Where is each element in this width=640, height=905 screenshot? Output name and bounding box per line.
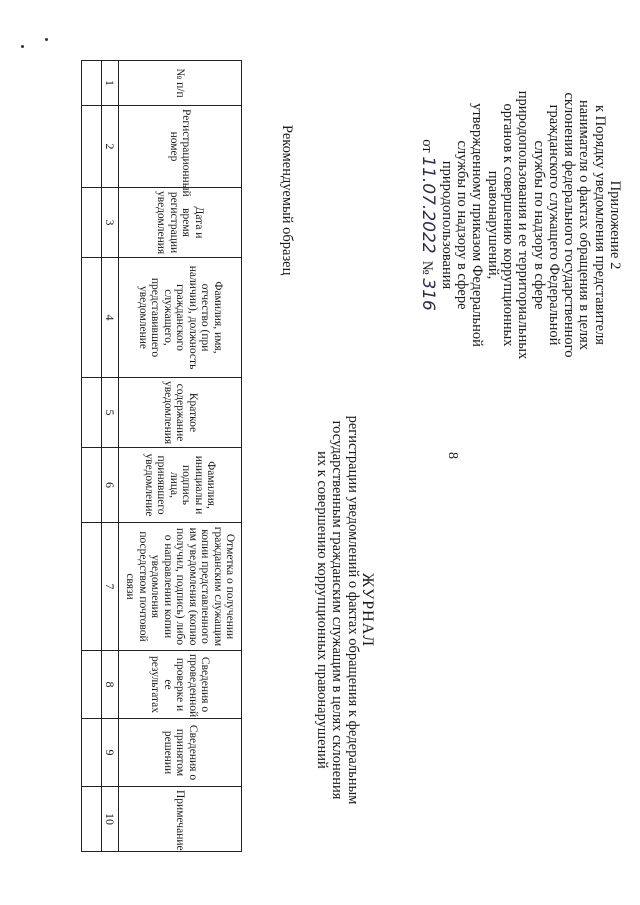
appendix-line: природопользования и ее территориальных bbox=[515, 90, 532, 360]
column-header: Дата и время регистрации уведомления bbox=[119, 188, 242, 258]
column-header: Примечание bbox=[119, 787, 242, 852]
column-header: Фамилия, имя, отчество (при наличии), должность гражданского служащего, представившего уведомление bbox=[119, 258, 242, 378]
recommended-sample-label: Рекомендуемый образец bbox=[279, 125, 295, 276]
number-prefix: № bbox=[419, 260, 436, 275]
table-cell bbox=[82, 448, 102, 523]
order-number: 316 bbox=[418, 278, 439, 311]
column-header: Краткое содержание уведомления bbox=[119, 378, 242, 448]
appendix-line: службы по надзору в сфере bbox=[530, 140, 547, 310]
column-number: 6 bbox=[102, 448, 119, 523]
journal-subtitle-line: регистрации уведомлений о фактах обращения к федеральным bbox=[344, 415, 361, 805]
appendix-line: гражданского служащего Федеральной bbox=[545, 104, 562, 346]
column-header: Отметка о получении гражданским служащим копии представленного им уведомления (копию получил, подпись) либо о направлении копии уведомления посредством почтовой связи bbox=[119, 523, 242, 651]
table-header-row bbox=[119, 61, 242, 852]
column-header: Фамилия, инициалы и подпись лица, принявшего уведомление bbox=[119, 448, 242, 523]
order-date: 11.07.2022 bbox=[418, 156, 439, 254]
journal-subtitle-line: государственным гражданским служащим в целях склонения bbox=[329, 420, 346, 800]
appendix-line: природопользования bbox=[438, 160, 455, 290]
table-cell bbox=[82, 61, 102, 106]
column-number: 2 bbox=[102, 106, 119, 188]
table-cell bbox=[82, 523, 102, 651]
column-number: 5 bbox=[102, 378, 119, 448]
table-cell bbox=[82, 188, 102, 258]
appendix-line: органов к совершению коррупционных bbox=[499, 103, 516, 347]
journal-title: ЖУРНАЛ bbox=[359, 572, 376, 648]
table-cell bbox=[82, 787, 102, 852]
column-number: 7 bbox=[102, 523, 119, 651]
table-cell bbox=[82, 719, 102, 787]
appendix-block bbox=[419, 60, 622, 390]
column-header: Сведения о принятом решении bbox=[119, 719, 242, 787]
table-cell bbox=[82, 258, 102, 378]
appendix-line: правонарушений, bbox=[484, 170, 501, 280]
column-number: 4 bbox=[102, 258, 119, 378]
table-row bbox=[82, 61, 102, 852]
appendix-title: Приложение 2 bbox=[607, 180, 623, 270]
appendix-line: нанимателя о фактах обращения в целях bbox=[576, 99, 593, 351]
table-cell bbox=[82, 378, 102, 448]
column-number: 8 bbox=[102, 651, 119, 719]
appendix-line: утвержденному приказом Федеральной bbox=[469, 103, 486, 347]
table-cell bbox=[82, 651, 102, 719]
column-header: Сведения о проведенной проверке и ее результатах bbox=[119, 651, 242, 719]
column-number-row bbox=[102, 61, 119, 852]
journal-heading bbox=[314, 350, 375, 870]
column-header: № п/п bbox=[119, 61, 242, 106]
register-table bbox=[81, 60, 242, 852]
column-number: 9 bbox=[102, 719, 119, 787]
appendix-line: склонения федерального государственного bbox=[561, 92, 578, 358]
page-number: 8 bbox=[445, 452, 460, 459]
appendix-line: службы по надзору в сфере bbox=[454, 140, 471, 310]
column-number: 3 bbox=[102, 188, 119, 258]
table-cell bbox=[82, 106, 102, 188]
column-header: Регистрационный номер bbox=[119, 106, 242, 188]
order-date-line bbox=[418, 60, 439, 390]
appendix-line: к Порядку уведомления представителя bbox=[591, 105, 608, 345]
date-prefix: от bbox=[419, 139, 436, 153]
column-number: 1 bbox=[102, 61, 119, 106]
journal-subtitle-line: их к совершению коррупционных правонарушений bbox=[314, 451, 331, 769]
column-number: 10 bbox=[102, 787, 119, 852]
